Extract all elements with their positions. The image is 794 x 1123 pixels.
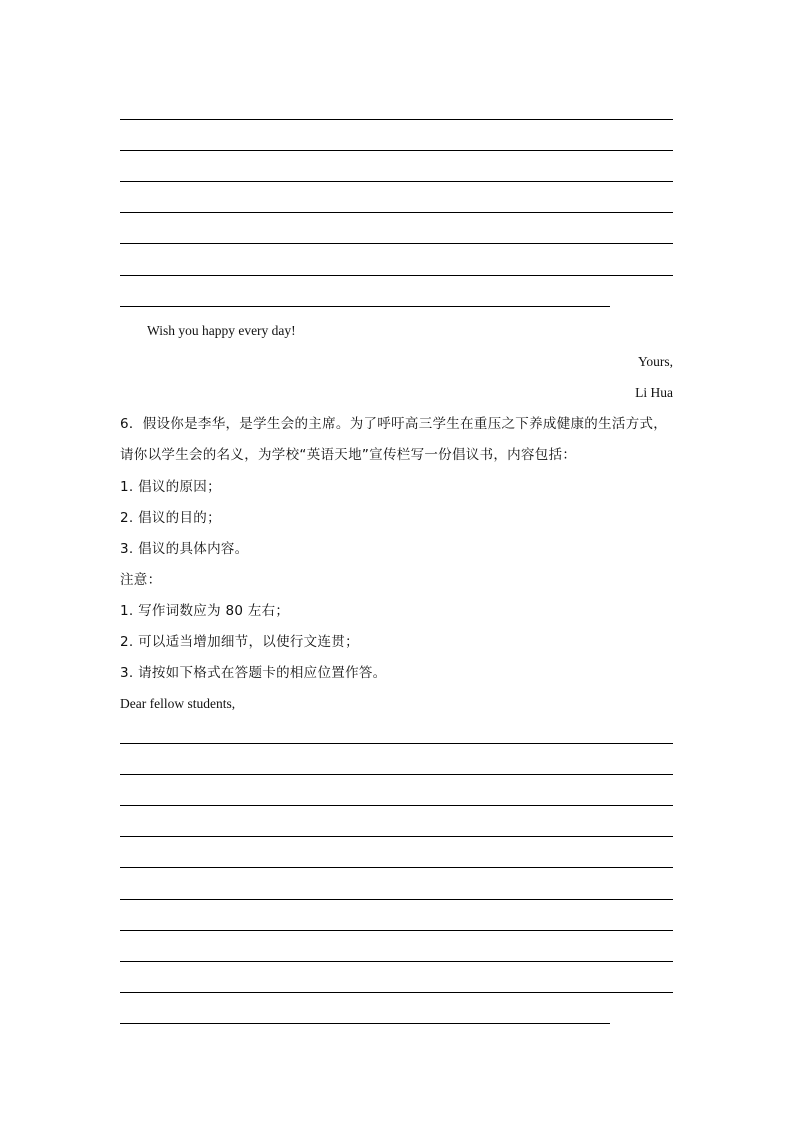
answer-line [120,992,673,993]
answer-line [120,867,673,868]
letter-salutation: Dear fellow students, [120,696,236,711]
notes-title: 注意： [120,572,162,588]
answer-line [120,774,673,775]
answer-line [120,836,673,837]
content-point: 3. 倡议的具体内容。 [120,541,249,557]
answer-line [120,805,673,806]
answer-line [120,243,673,244]
closing-wish: Wish you happy every day! [147,323,296,338]
answer-line [120,899,673,900]
note-item: 3. 请按如下格式在答题卡的相应位置作答。 [120,665,387,681]
answer-line [120,930,673,931]
answer-line [120,212,673,213]
answer-line [120,275,673,276]
note-item: 1. 写作词数应为 80 左右； [120,603,290,619]
question-6-prompt-line2: 请你以学生会的名义，为学校“英语天地”宣传栏写一份倡议书，内容包括： [120,447,577,463]
note-item: 2. 可以适当增加细节，以使行文连贯； [120,634,359,650]
answer-line [120,181,673,182]
closing-yours: Yours, [637,354,673,369]
answer-line [120,150,673,151]
answer-line [120,961,673,962]
answer-line [120,743,673,744]
content-point: 2. 倡议的目的； [120,510,221,526]
question-6-prompt-line1: 6．假设你是李华，是学生会的主席。为了呼吁高三学生在重压之下养成健康的生活方式， [120,416,668,432]
content-point: 1. 倡议的原因； [120,479,221,495]
answer-line-last [120,1023,610,1024]
closing-signature: Li Hua [635,385,673,400]
answer-line-last [120,306,610,307]
answer-line [120,119,673,120]
